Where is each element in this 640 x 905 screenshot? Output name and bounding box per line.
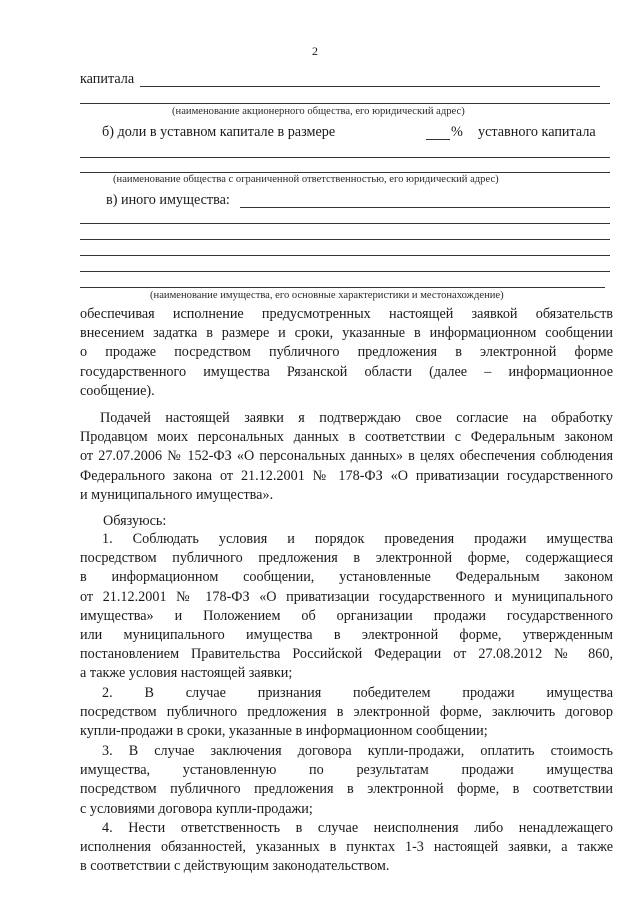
text-line: посредством публичного предложения в электронной форме, содержащиеся [80,550,613,567]
fill-line [140,86,600,87]
text-line: или муниципального имущества в электронной форме, утвержденным [80,627,613,644]
text-line: Продавцом моих персональных данных в соответствии с Федеральным законом [80,429,613,446]
text-line: купли-продажи в сроки, указанные в информационном сообщении; [80,723,488,740]
percent-blank-line [426,139,450,140]
fill-line [80,103,610,104]
text-line: имущества, установленную по результатам продажи имущества [80,762,613,779]
item-b-tail: уставного капитала [478,124,596,140]
paragraph-deposit [80,305,613,401]
text-line: посредством публичного предложения в электронной форме, в соответствии [80,781,613,798]
text-line: а также условия настоящей заявки; [80,665,293,682]
text-line: сообщение). [80,382,155,399]
fill-line [80,255,610,256]
fill-line [80,223,610,224]
obligation-item-4 [80,819,613,877]
obligation-item-3 [80,742,613,819]
text-line: Подачей настоящей заявки я подтверждаю свое согласие на обработку [100,410,613,426]
fill-line [240,207,610,208]
text-line: Федерального закона от 21.12.2001 № 178-ФЗ «О приватизации государственного [80,467,613,484]
text-line: внесением задатка в размере и сроки, указанные в информационном сообщении [80,325,613,342]
page-number: 2 [312,44,318,58]
text-line: 1. Соблюдать условия и порядок проведения продажи имущества [102,531,613,547]
text-line: от 21.12.2001 № 178-ФЗ «О приватизации государственного и муниципального [80,588,613,605]
caption-property: (наименование имущества, его основные характеристики и местонахождение) [150,290,504,301]
fill-line [80,157,610,158]
item-b-text: б) доли в уставном капитале в размере [102,124,336,140]
fill-line [80,239,610,240]
kapital-label: капитала [80,71,135,87]
text-line: постановлением Правительства Российской Федерации от 27.08.2012 № 860, [80,646,613,663]
fill-line [80,172,610,173]
text-line: 4. Нести ответственность в случае неисполнения либо ненадлежащего [102,820,613,836]
text-line: имущества» и Положением об организации продажи государственного [80,607,613,624]
text-line: в соответствии с действующим законодательством. [80,858,390,875]
caption-llc: (наименование общества с ограниченной ответственностью, его юридический адрес) [113,174,499,185]
obligation-item-1 [80,530,613,684]
paragraph-consent [80,409,613,505]
text-line: о продаже посредством публичного предложения в электронной форме [80,344,613,361]
percent-sign: % [451,124,463,140]
text-line: от 27.07.2006 № 152-ФЗ «О персональных данных» в целях обеспечения соблюдения [80,448,613,465]
fill-line [80,287,605,288]
obligation-item-2 [80,684,613,742]
text-line: 2. В случае признания победителем продажи имущества [102,685,613,701]
text-line: 3. В случае заключения договора купли-продажи, оплатить стоимость [102,743,613,759]
text-line: в информационном сообщении, установленные Федеральным законом [80,569,613,586]
text-line: государственного имущества Рязанской области (далее – информационное [80,363,613,380]
text-line: с условиями договора купли-продажи; [80,800,313,817]
caption-joint-stock-company: (наименование акционерного общества, его юридический адрес) [172,106,465,117]
text-line: исполнения обязанностей, указанных в пунктах 1-3 настоящей заявки, а также [80,839,613,856]
text-line: и муниципального имущества». [80,486,274,503]
obligations-heading: Обязуюсь: [103,513,167,529]
text-line: посредством публичного предложения в электронной форме, заключить договор [80,704,613,721]
fill-line [80,271,610,272]
item-v-text: в) иного имущества: [106,192,230,208]
text-line: обеспечивая исполнение предусмотренных настоящей заявкой обязательств [80,306,613,322]
